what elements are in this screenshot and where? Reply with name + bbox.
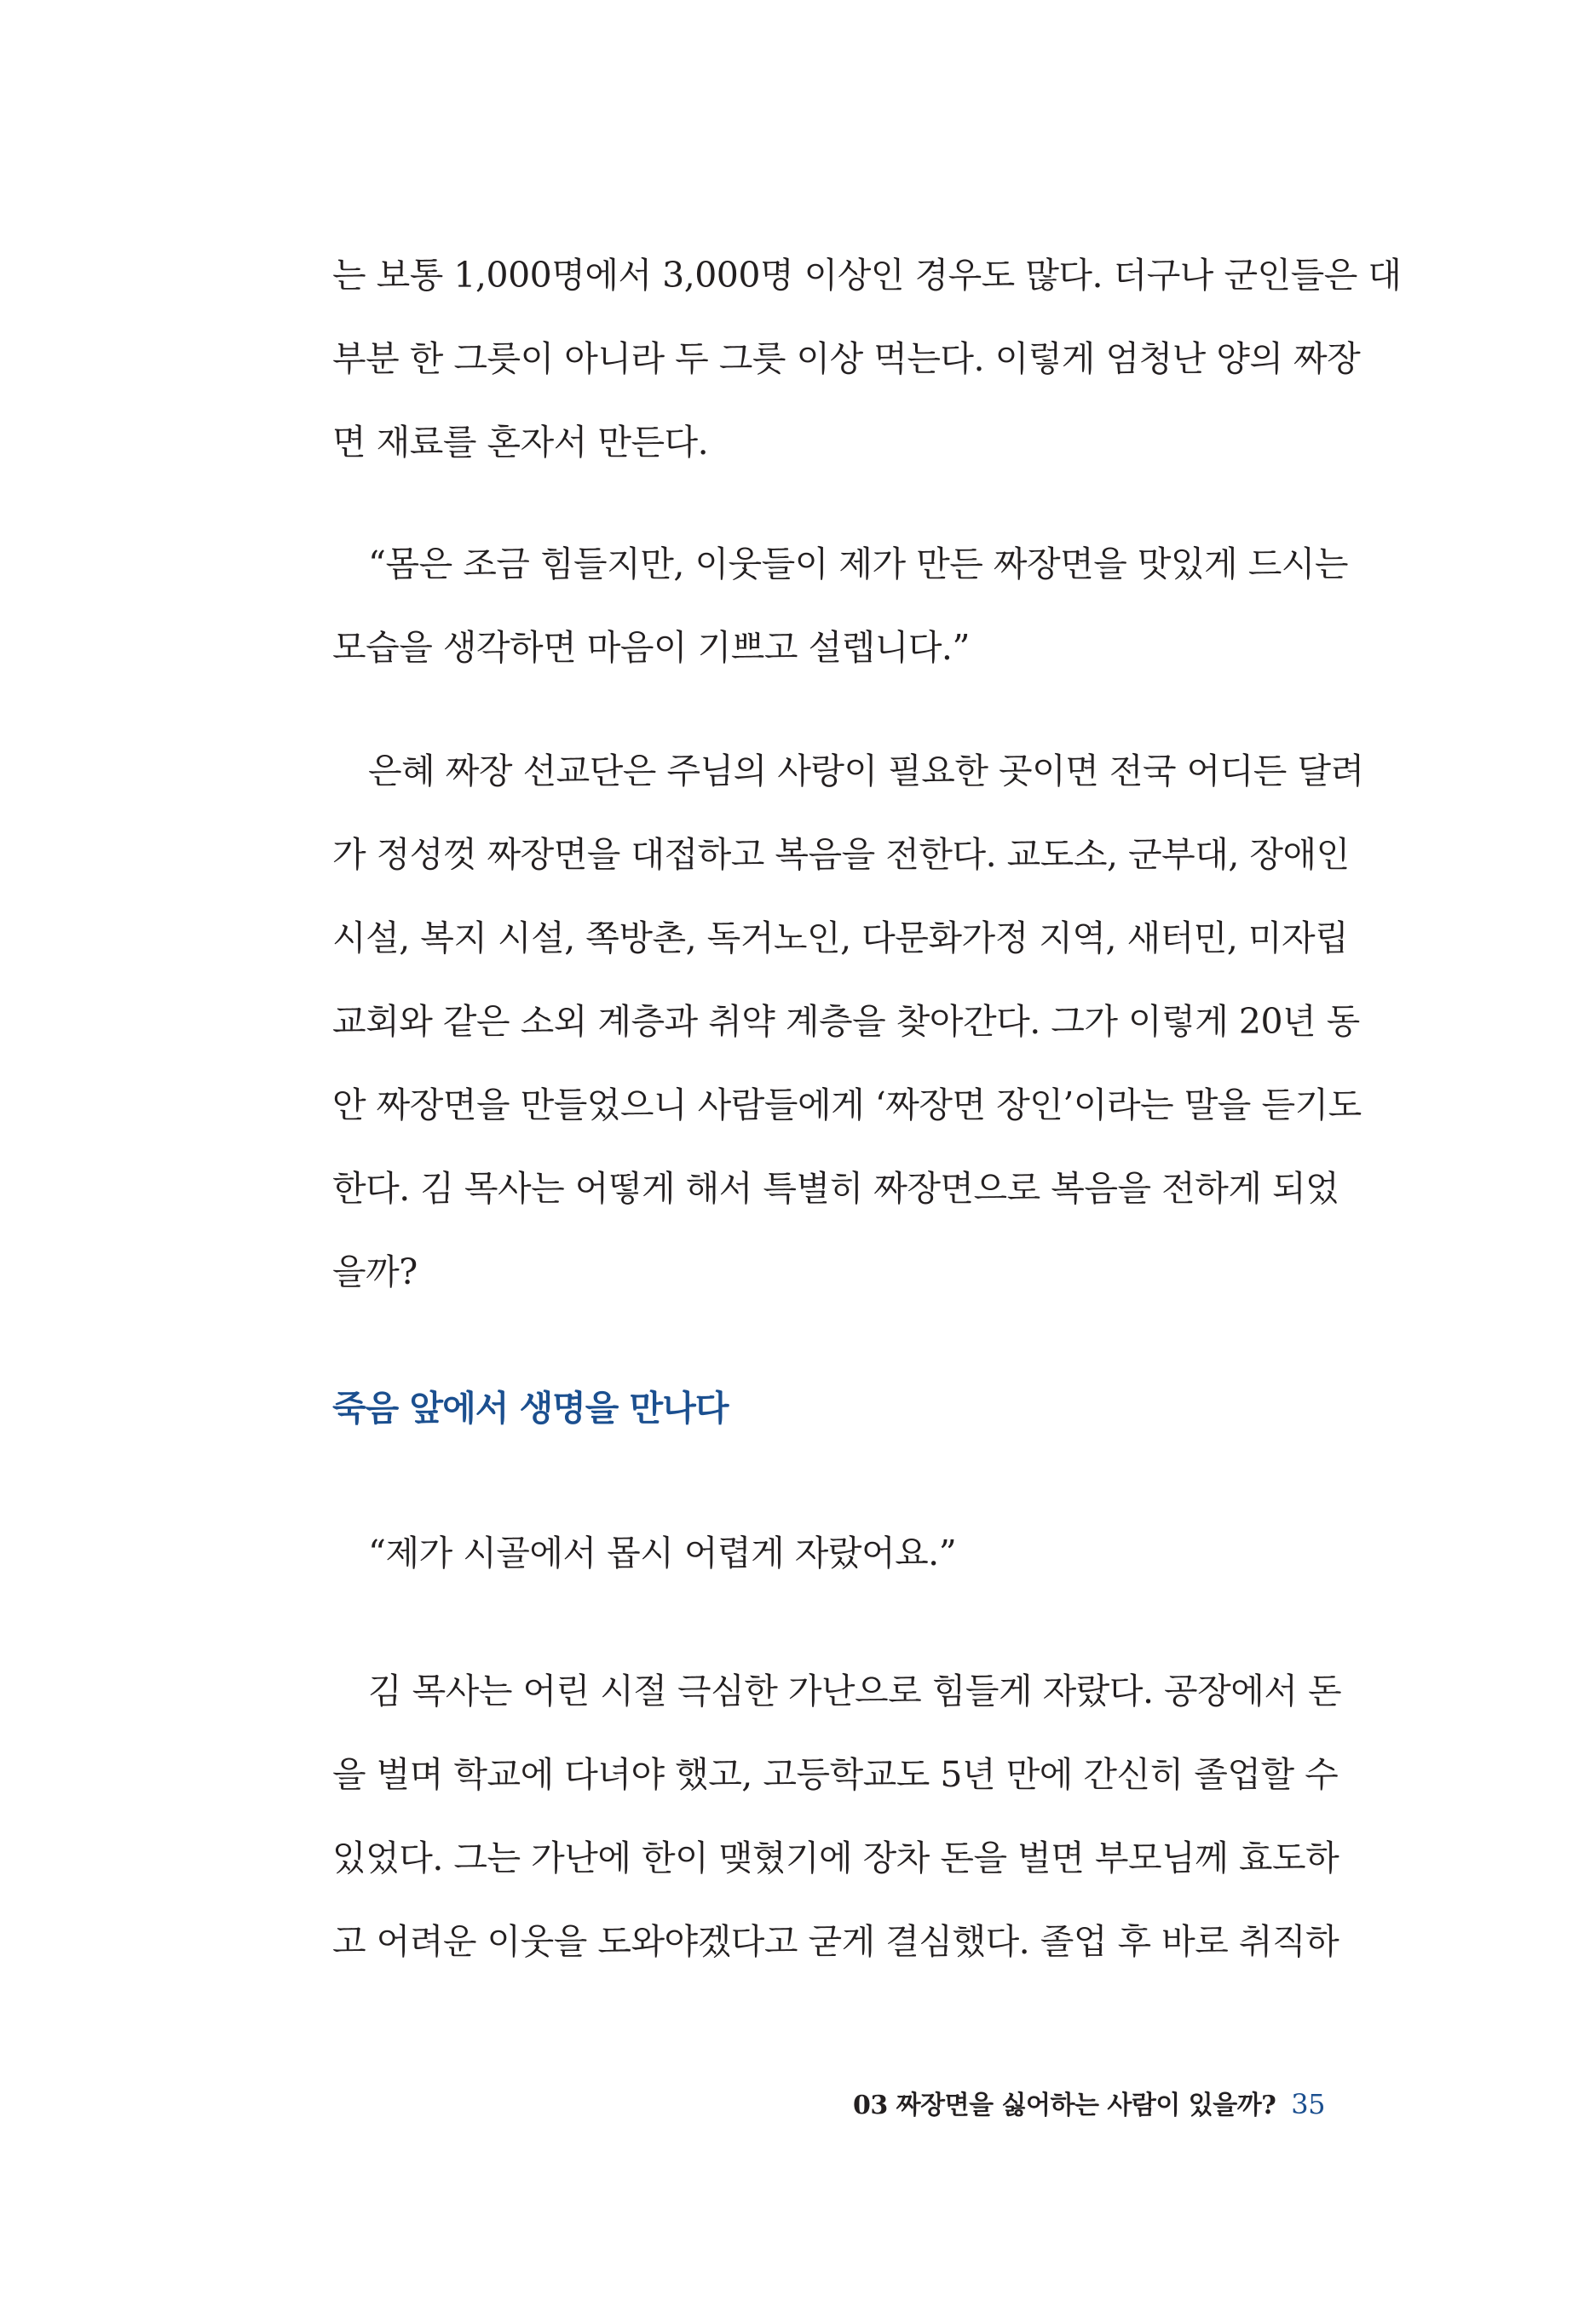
paragraph-2 bbox=[332, 543, 1349, 669]
paragraph-3 bbox=[332, 750, 1364, 1293]
text-line: 고 어려운 이웃을 도와야겠다고 굳게 결심했다. 졸업 후 바로 취직하 bbox=[332, 1921, 1339, 1962]
text-line: 있었다. 그는 가난에 한이 맺혔기에 장차 돈을 벌면 부모님께 효도하 bbox=[332, 1838, 1339, 1878]
text-line: “몸은 조금 힘들지만, 이웃들이 제가 만든 짜장면을 맛있게 드시는 bbox=[368, 544, 1349, 584]
paragraph-5 bbox=[332, 1670, 1342, 1963]
text-line: 한다. 김 목사는 어떻게 해서 특별히 짜장면으로 복음을 전하게 되었 bbox=[332, 1168, 1339, 1209]
text-line: 을 벌며 학교에 다녀야 했고, 고등학교도 5년 만에 간신히 졸업할 수 bbox=[332, 1754, 1339, 1795]
text-line: 부분 한 그릇이 아니라 두 그릇 이상 먹는다. 이렇게 엄청난 양의 짜장 bbox=[332, 338, 1361, 379]
text-line: 김 목사는 어린 시절 극심한 가난으로 힘들게 자랐다. 공장에서 돈 bbox=[368, 1671, 1342, 1711]
page-number: 35 bbox=[1291, 2088, 1325, 2120]
paragraph-1 bbox=[332, 254, 1402, 463]
section-heading: 죽음 앞에서 생명을 만나다 bbox=[332, 1388, 729, 1429]
text-line: 을까? bbox=[332, 1251, 418, 1292]
text-line: 교회와 같은 소외 계층과 취약 계층을 찾아간다. 그가 이렇게 20년 동 bbox=[332, 1001, 1360, 1042]
paragraph-4 bbox=[332, 1532, 1325, 1574]
text-line: 면 재료를 혼자서 만든다. bbox=[332, 422, 709, 463]
text-line: 가 정성껏 짜장면을 대접하고 복음을 전한다. 교도소, 군부대, 장애인 bbox=[332, 834, 1350, 875]
text-line: “제가 시골에서 몹시 어렵게 자랐어요.” bbox=[368, 1533, 957, 1573]
text-line: 는 보통 1,000명에서 3,000명 이상인 경우도 많다. 더구나 군인들은 대 bbox=[332, 255, 1402, 296]
page-footer bbox=[853, 2087, 1325, 2123]
text-line: 시설, 복지 시설, 쪽방촌, 독거노인, 다문화가정 지역, 새터민, 미자립 bbox=[332, 918, 1349, 958]
text-line: 은혜 짜장 선교단은 주님의 사랑이 필요한 곳이면 전국 어디든 달려 bbox=[368, 751, 1364, 791]
chapter-title: 03 짜장면을 싫어하는 사람이 있을까? bbox=[852, 2091, 1276, 2120]
text-line: 모습을 생각하면 마음이 기쁘고 설렙니다.” bbox=[332, 627, 970, 668]
text-line: 안 짜장면을 만들었으니 사람들에게 ‘짜장면 장인’이라는 말을 듣기도 bbox=[332, 1084, 1362, 1125]
